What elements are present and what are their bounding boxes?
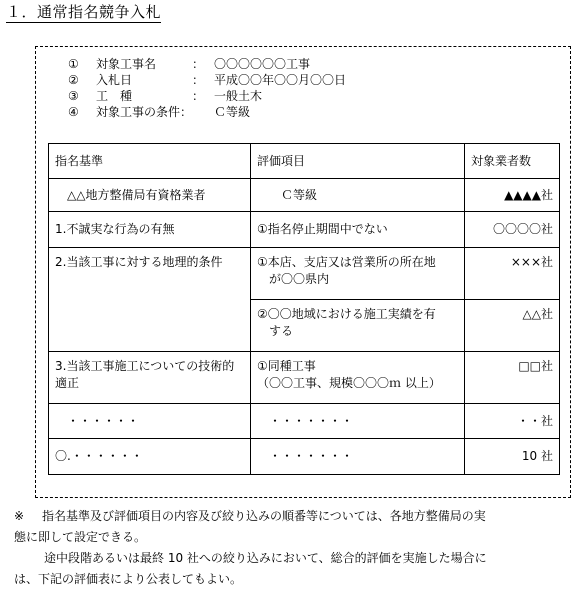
criterion-cell: △△地方整備局有資格業者: [49, 179, 251, 212]
table-row: [49, 352, 560, 404]
criterion-cell: 2.当該工事に対する地理的条件: [49, 248, 251, 352]
table-row: [49, 179, 560, 212]
condition-label: 対象工事名: [96, 57, 157, 71]
footnote-line: [14, 506, 576, 527]
count-cell: □□社: [465, 352, 560, 404]
evaluation-item-line: ・・・・・・・: [257, 449, 354, 463]
selection-criteria-table: [48, 143, 560, 475]
evaluation-item-line: ・・・・・・・: [257, 413, 354, 428]
evaluation-item-cell: [251, 439, 465, 475]
condition-value: 平成〇〇年〇〇月〇〇日: [214, 73, 347, 87]
evaluation-item-cell: [251, 212, 465, 248]
evaluation-item-line: する: [257, 324, 294, 338]
condition-colon: ：: [192, 89, 205, 103]
table-row: [49, 404, 560, 439]
evaluation-item-line: Ｃ等級: [257, 187, 318, 202]
section-title: １．通常指名競争入札: [6, 3, 162, 21]
count-cell: ・・社: [465, 404, 560, 439]
condition-number: ③: [68, 89, 79, 103]
footnote-line: 態に即して設定できる。: [14, 530, 147, 544]
condition-number: ④: [68, 105, 79, 119]
criterion-cell: 〇.・・・・・・: [49, 439, 251, 475]
table-row: [49, 248, 560, 300]
condition-colon: ：: [192, 73, 205, 87]
evaluation-item-line: ①本店、支店又は営業所の所在地: [257, 255, 436, 269]
footnote: [14, 506, 576, 590]
evaluation-item-cell: [251, 248, 465, 300]
column-header: 指名基準: [49, 144, 251, 179]
table-row: [49, 212, 560, 248]
evaluation-item-cell: [251, 179, 465, 212]
table-header-row: [49, 144, 560, 179]
count-cell: △△社: [465, 300, 560, 352]
criterion-cell: 1.不誠実な行為の有無: [49, 212, 251, 248]
evaluation-item-line: ①同種工事: [257, 359, 316, 373]
evaluation-item-line: ②〇〇地域における施工実績を有: [257, 307, 436, 321]
count-cell: ×××社: [465, 248, 560, 300]
evaluation-item-line: が〇〇県内: [257, 272, 330, 286]
condition-value: 〇〇〇〇〇〇工事: [214, 57, 311, 71]
column-header: 対象業者数: [465, 144, 560, 179]
condition-label: 入札日: [96, 73, 133, 87]
table-row: [49, 439, 560, 475]
note-mark: ※: [14, 509, 25, 523]
criterion-cell: 3.当該工事施工についての技術的適正: [49, 352, 251, 404]
count-cell: ▲▲▲▲社: [465, 179, 560, 212]
footnote-line: は、下記の評価表により公表してもよい。: [14, 572, 243, 586]
criterion-cell: ・・・・・・: [49, 404, 251, 439]
evaluation-item-cell: [251, 352, 465, 404]
footnote-text: 指名基準及び評価項目の内容及び絞り込みの順番等については、各地方整備局の実: [42, 509, 486, 523]
condition-value: 一般土木: [214, 89, 263, 103]
condition-colon: ：: [192, 57, 205, 71]
condition-number: ①: [68, 57, 79, 71]
evaluation-item-line: （〇〇工事、規模〇〇〇ｍ 以上）: [257, 376, 441, 390]
condition-value: Ｃ等級: [214, 105, 251, 119]
evaluation-item-cell: [251, 300, 465, 352]
condition-number: ②: [68, 73, 79, 87]
footnote-line: 途中段階あるいは最終 10 社への絞り込みにおいて、総合的評価を実施した場合に: [44, 551, 487, 565]
column-header: 評価項目: [251, 144, 465, 179]
evaluation-item-line: ①指名停止期間中でない: [257, 222, 388, 236]
count-cell: 10 社: [465, 439, 560, 475]
count-cell: 〇〇〇〇社: [465, 212, 560, 248]
condition-label: 工 種: [96, 89, 133, 103]
evaluation-item-cell: [251, 404, 465, 439]
condition-label: 対象工事の条件：: [96, 105, 193, 119]
